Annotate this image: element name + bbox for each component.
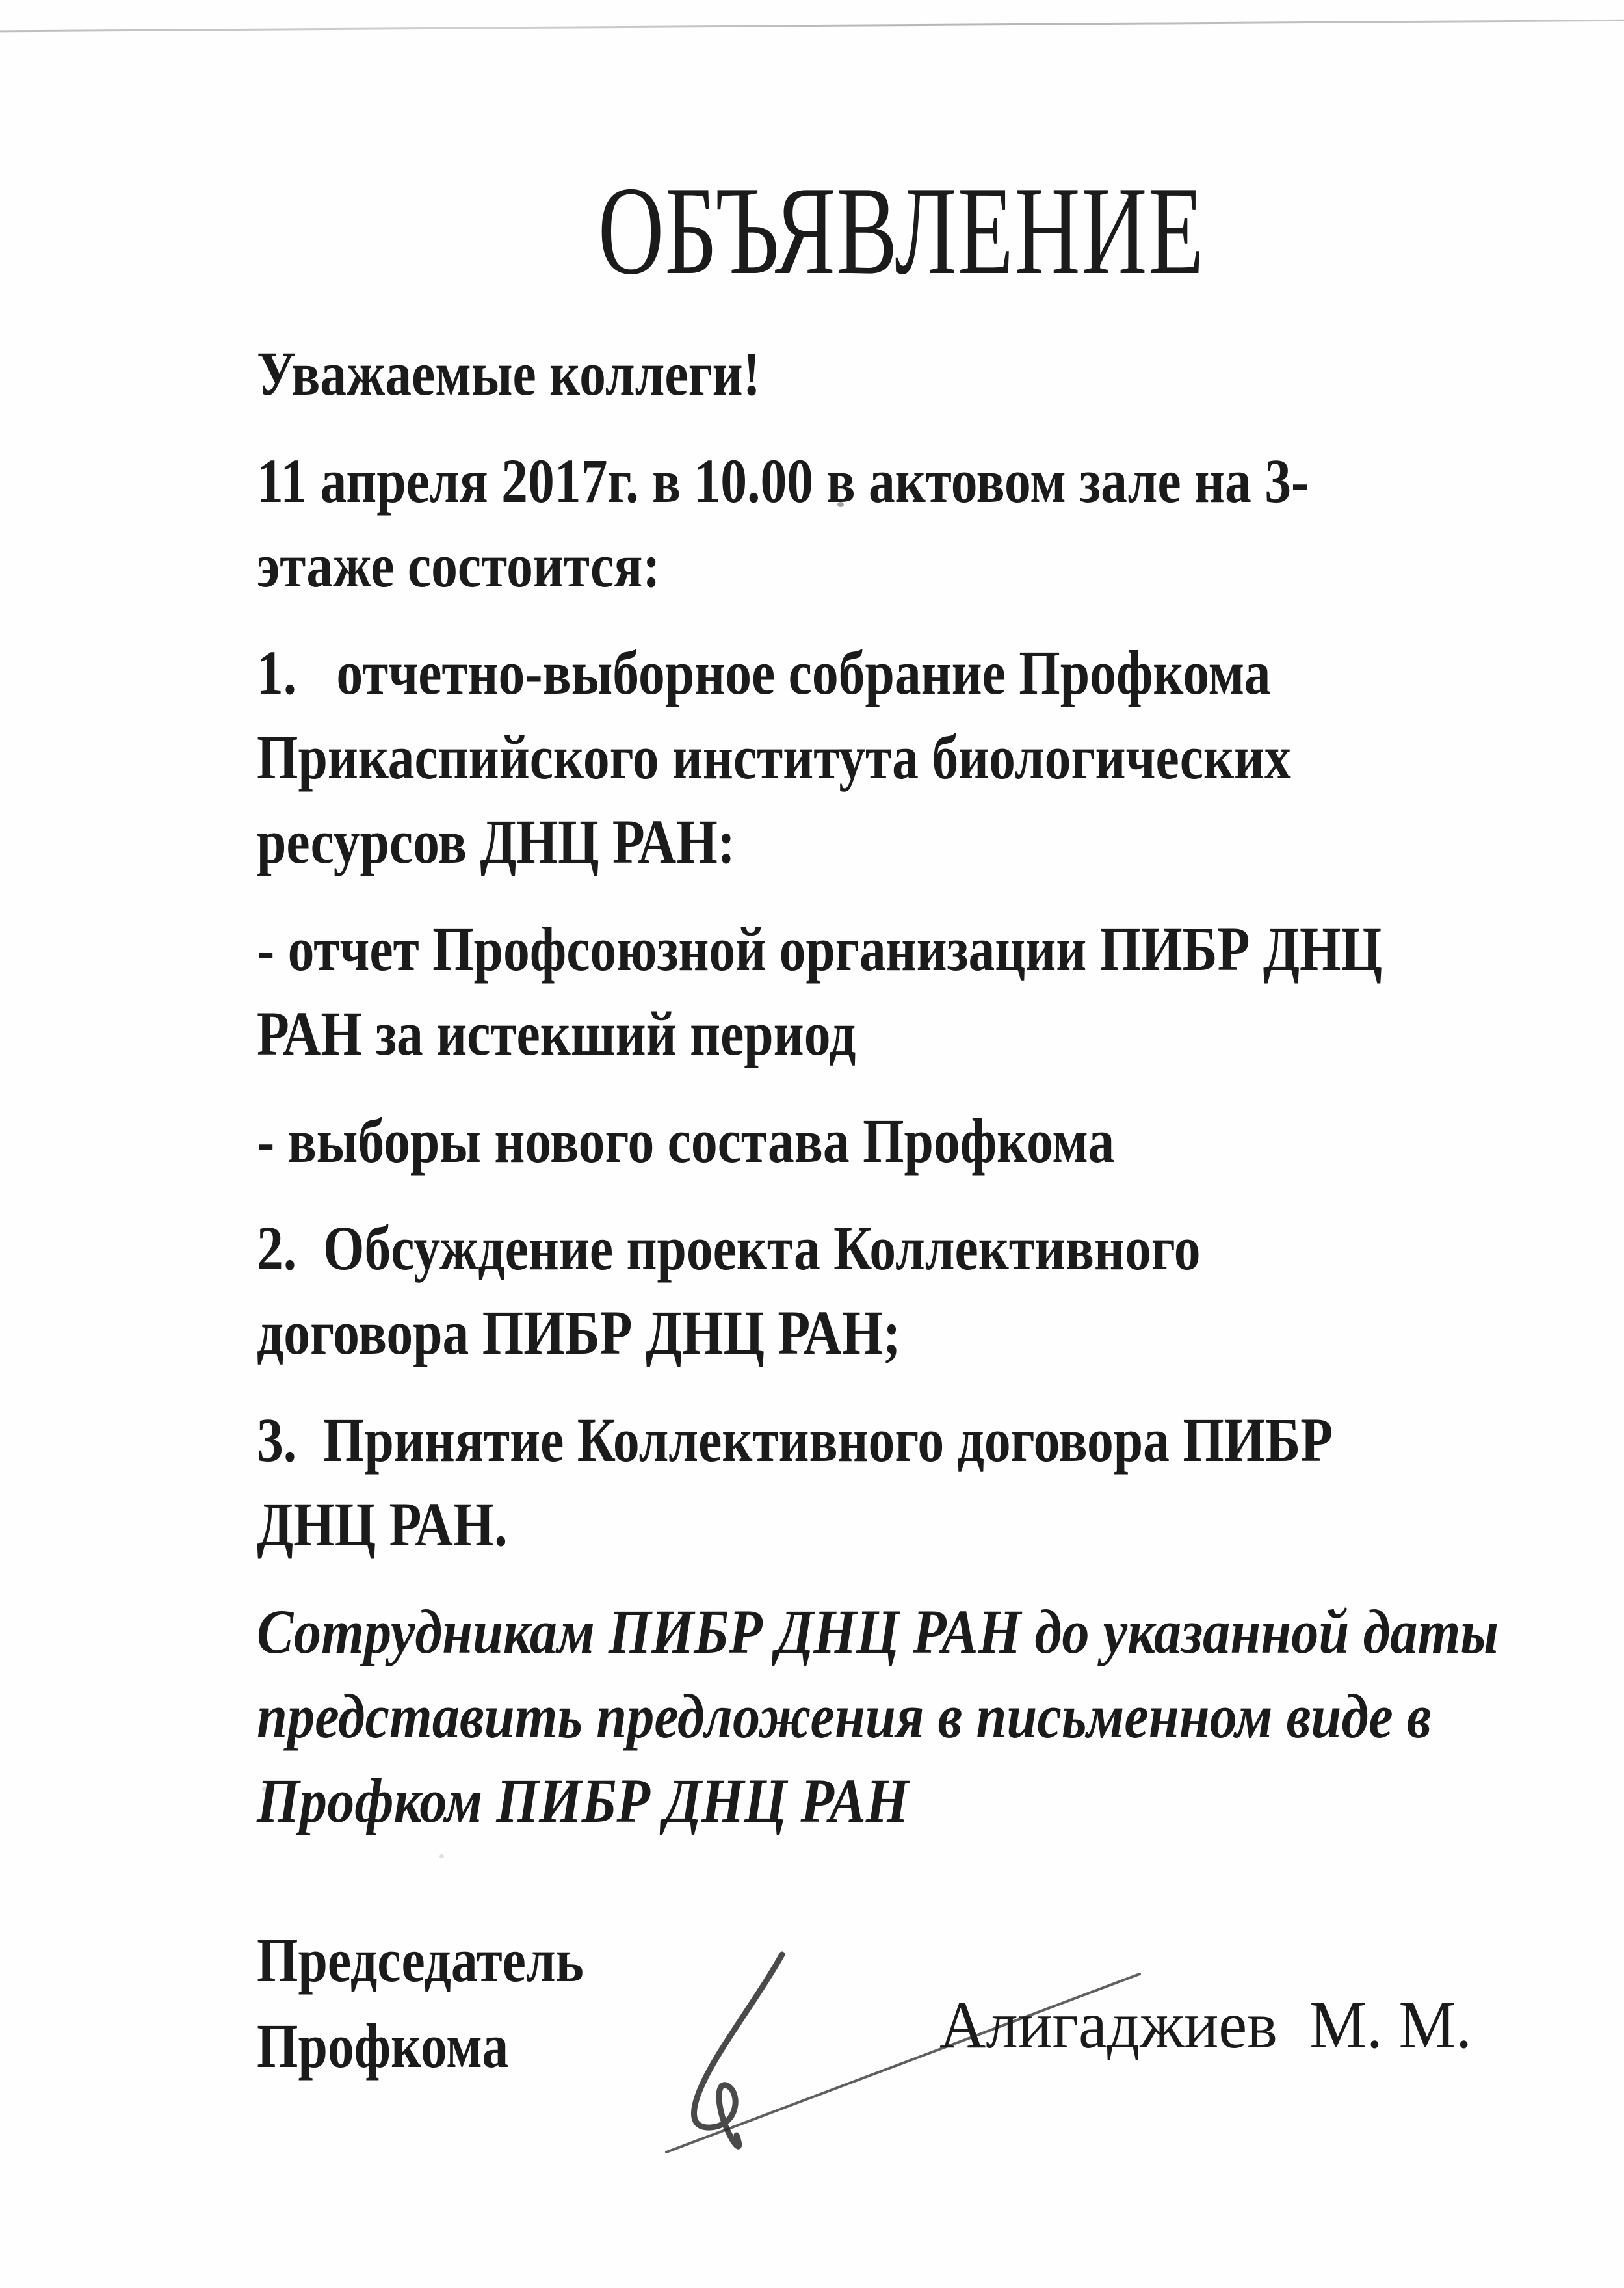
agenda-subitem-elections (257, 1099, 1429, 1183)
signature-role-line: Председатель (257, 1925, 584, 1995)
announcement-title: ОБЪЯВЛЕНИЕ (597, 161, 1205, 301)
scan-line-artifact (0, 20, 1624, 33)
text-line: Профком ПИБР ДНЦ РАН (257, 1766, 909, 1835)
signature-role-line: Профкома (257, 2011, 509, 2081)
scan-speck (439, 1854, 444, 1858)
text-line: - выборы нового состава Профкома (257, 1106, 1115, 1176)
text-line: Сотрудникам ПИБР ДНЦ РАН до указанной даты (257, 1597, 1499, 1666)
text-line: РАН за истекший период (257, 999, 856, 1068)
text-line: ДНЦ РАН. (257, 1490, 508, 1559)
text-line: 11 апреля 2017г. в 10.00 в актовом зале на 3- (257, 446, 1309, 516)
text-line: 3. Принятие Коллективного договора ПИБР (257, 1405, 1333, 1475)
greeting-paragraph (257, 332, 1429, 416)
text-line: этаже состоится: (257, 531, 661, 600)
text-line: представить предложения в письменном виде в (257, 1681, 1432, 1751)
agenda-item-1 (257, 631, 1429, 884)
agenda-item-3 (257, 1398, 1429, 1567)
agenda-item-2 (257, 1206, 1429, 1375)
announcement-intro (257, 439, 1429, 608)
signature-section (0, 1918, 1624, 2288)
text-line: 2. Обсуждение проекта Коллективного (257, 1213, 1201, 1283)
text-line: договора ПИБР ДНЦ РАН; (257, 1298, 901, 1367)
document-body (0, 161, 1624, 1843)
greeting-text: Уважаемые коллеги! (257, 339, 761, 408)
note-paragraph (257, 1590, 1499, 1843)
text-line: - отчет Профсоюзной организации ПИБР ДНЦ (257, 914, 1382, 984)
text-line: Прикаспийского института биологических (257, 722, 1291, 792)
text-line: ресурсов ДНЦ РАН: (257, 807, 735, 876)
signer-name: Алигаджиев М. М. (939, 1988, 1473, 2062)
agenda-subitem-report (257, 907, 1429, 1076)
text-line: 1. отчетно-выборное собрание Профкома (257, 638, 1271, 707)
